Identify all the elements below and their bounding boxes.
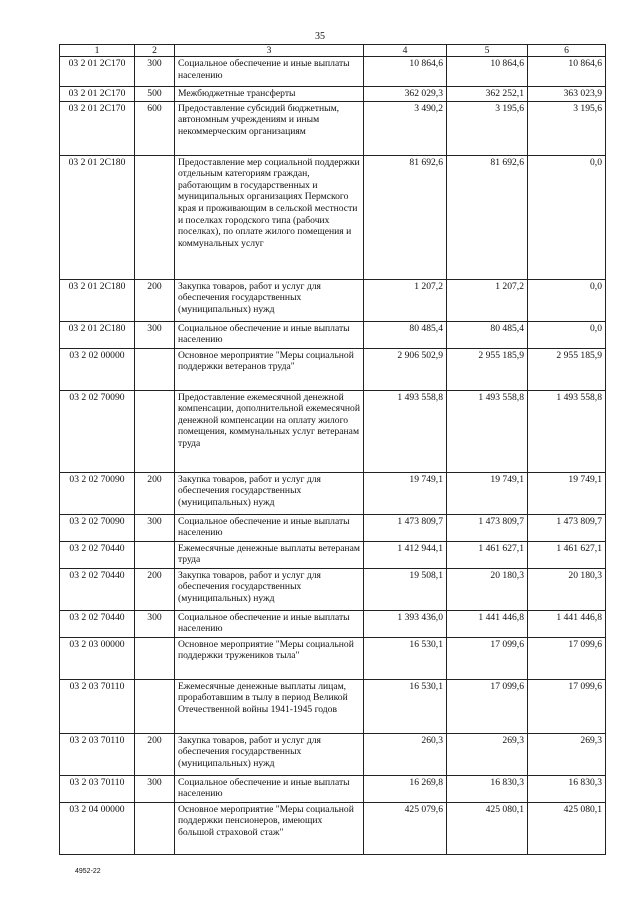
row-value-2-cell: 1 493 558,8 xyxy=(447,390,528,472)
row-code-cell: 03 2 02 70440 xyxy=(60,610,135,637)
row-kvr-cell: 600 xyxy=(135,101,175,155)
row-value-2-cell: 17 099,6 xyxy=(447,679,528,733)
row-value-3-cell: 20 180,3 xyxy=(528,568,606,610)
row-value-1-cell: 19 508,1 xyxy=(364,568,447,610)
row-value-3-cell: 1 493 558,8 xyxy=(528,390,606,472)
row-value-1-cell: 80 485,4 xyxy=(364,321,447,348)
column-header: 3 xyxy=(175,45,364,57)
row-name-cell: Социальное обеспечение и иные выплаты населению xyxy=(175,775,364,802)
row-value-1-cell: 3 490,2 xyxy=(364,101,447,155)
row-value-3-cell: 269,3 xyxy=(528,733,606,775)
row-kvr-cell xyxy=(135,637,175,679)
table-row xyxy=(60,87,606,102)
row-kvr-cell xyxy=(135,541,175,568)
row-value-3-cell: 0,0 xyxy=(528,155,606,279)
row-name-cell: Социальное обеспечение и иные выплаты населению xyxy=(175,610,364,637)
row-code-cell: 03 2 01 2С170 xyxy=(60,101,135,155)
row-code-cell: 03 2 03 70110 xyxy=(60,679,135,733)
row-name-cell: Социальное обеспечение и иные выплаты населению xyxy=(175,321,364,348)
row-value-1-cell: 1 473 809,7 xyxy=(364,514,447,541)
row-value-3-cell: 17 099,6 xyxy=(528,679,606,733)
row-name-cell: Предоставление ежемесячной денежной компенсации, дополнительной ежемесячной денежной компенсации на оплату жилого помещения, коммунальных услуг ветеранам труда xyxy=(175,390,364,472)
row-name-cell: Ежемесячные денежные выплаты ветеранам труда xyxy=(175,541,364,568)
row-code-cell: 03 2 03 70110 xyxy=(60,775,135,802)
row-name-cell: Закупка товаров, работ и услуг для обеспечения государственных (муниципальных) нужд xyxy=(175,472,364,514)
row-value-1-cell: 19 749,1 xyxy=(364,472,447,514)
row-value-2-cell: 2 955 185,9 xyxy=(447,348,528,390)
table-row xyxy=(60,472,606,514)
row-value-3-cell: 3 195,6 xyxy=(528,101,606,155)
row-kvr-cell: 200 xyxy=(135,472,175,514)
row-kvr-cell: 200 xyxy=(135,279,175,321)
row-value-1-cell: 2 906 502,9 xyxy=(364,348,447,390)
table-body xyxy=(60,57,606,855)
row-value-2-cell: 17 099,6 xyxy=(447,637,528,679)
row-code-cell: 03 2 01 2С180 xyxy=(60,155,135,279)
row-value-2-cell: 19 749,1 xyxy=(447,472,528,514)
table-row xyxy=(60,679,606,733)
row-value-1-cell: 260,3 xyxy=(364,733,447,775)
row-kvr-cell xyxy=(135,802,175,854)
row-name-cell: Социальное обеспечение и иные выплаты населению xyxy=(175,514,364,541)
row-kvr-cell: 500 xyxy=(135,87,175,102)
row-kvr-cell: 200 xyxy=(135,733,175,775)
row-name-cell: Основное мероприятие "Меры социальной поддержки пенсионеров, имеющих большой страховой стаж" xyxy=(175,802,364,854)
row-value-3-cell: 16 830,3 xyxy=(528,775,606,802)
row-code-cell: 03 2 02 70090 xyxy=(60,472,135,514)
table-row xyxy=(60,802,606,854)
row-value-2-cell: 81 692,6 xyxy=(447,155,528,279)
row-kvr-cell: 300 xyxy=(135,610,175,637)
table-row xyxy=(60,733,606,775)
row-value-1-cell: 16 530,1 xyxy=(364,679,447,733)
row-name-cell: Закупка товаров, работ и услуг для обеспечения государственных (муниципальных) нужд xyxy=(175,568,364,610)
row-name-cell: Ежемесячные денежные выплаты лицам, проработавшим в тылу в период Великой Отечественной войны 1941-1945 годов xyxy=(175,679,364,733)
table-row xyxy=(60,541,606,568)
row-value-2-cell: 80 485,4 xyxy=(447,321,528,348)
column-header: 4 xyxy=(364,45,447,57)
row-kvr-cell xyxy=(135,155,175,279)
row-code-cell: 03 2 01 2С170 xyxy=(60,87,135,102)
row-kvr-cell: 300 xyxy=(135,321,175,348)
row-value-2-cell: 16 830,3 xyxy=(447,775,528,802)
row-value-3-cell: 1 461 627,1 xyxy=(528,541,606,568)
row-name-cell: Социальное обеспечение и иные выплаты населению xyxy=(175,57,364,87)
row-value-2-cell: 362 252,1 xyxy=(447,87,528,102)
row-kvr-cell xyxy=(135,679,175,733)
row-code-cell: 03 2 03 70110 xyxy=(60,733,135,775)
row-value-1-cell: 1 412 944,1 xyxy=(364,541,447,568)
row-code-cell: 03 2 01 2С180 xyxy=(60,279,135,321)
row-value-1-cell: 16 530,1 xyxy=(364,637,447,679)
row-value-1-cell: 362 029,3 xyxy=(364,87,447,102)
row-value-2-cell: 20 180,3 xyxy=(447,568,528,610)
row-value-3-cell: 425 080,1 xyxy=(528,802,606,854)
row-code-cell: 03 2 01 2С170 xyxy=(60,57,135,87)
row-value-1-cell: 81 692,6 xyxy=(364,155,447,279)
row-name-cell: Основное мероприятие "Меры социальной поддержки тружеников тыла" xyxy=(175,637,364,679)
row-value-2-cell: 1 441 446,8 xyxy=(447,610,528,637)
table-row xyxy=(60,348,606,390)
row-value-1-cell: 1 207,2 xyxy=(364,279,447,321)
row-code-cell: 03 2 02 00000 xyxy=(60,348,135,390)
row-value-1-cell: 1 393 436,0 xyxy=(364,610,447,637)
row-name-cell: Предоставление мер социальной поддержки отдельным категориям граждан, работающим в государственных и муниципальных организациях Пермского края и проживающим в сельской местности и поселках городского типа (рабочих поселках), по оплате жилого помещения и коммунальных услуг xyxy=(175,155,364,279)
row-code-cell: 03 2 02 70440 xyxy=(60,541,135,568)
column-header: 5 xyxy=(447,45,528,57)
row-value-3-cell: 19 749,1 xyxy=(528,472,606,514)
table-row xyxy=(60,155,606,279)
row-value-2-cell: 1 473 809,7 xyxy=(447,514,528,541)
row-value-2-cell: 1 461 627,1 xyxy=(447,541,528,568)
row-value-3-cell: 1 441 446,8 xyxy=(528,610,606,637)
table-row xyxy=(60,279,606,321)
table-row xyxy=(60,775,606,802)
row-value-3-cell: 2 955 185,9 xyxy=(528,348,606,390)
row-code-cell: 03 2 02 70090 xyxy=(60,390,135,472)
row-value-3-cell: 1 473 809,7 xyxy=(528,514,606,541)
row-value-2-cell: 10 864,6 xyxy=(447,57,528,87)
row-code-cell: 03 2 03 00000 xyxy=(60,637,135,679)
page-number: 35 xyxy=(315,31,325,42)
column-header: 1 xyxy=(60,45,135,57)
budget-table xyxy=(59,44,606,855)
table-row xyxy=(60,101,606,155)
table-row xyxy=(60,637,606,679)
row-name-cell: Основное мероприятие "Меры социальной поддержки ветеранов труда" xyxy=(175,348,364,390)
row-value-3-cell: 10 864,6 xyxy=(528,57,606,87)
table-row xyxy=(60,57,606,87)
row-kvr-cell: 300 xyxy=(135,775,175,802)
row-value-1-cell: 425 079,6 xyxy=(364,802,447,854)
row-kvr-cell: 200 xyxy=(135,568,175,610)
table-row xyxy=(60,610,606,637)
row-name-cell: Межбюджетные трансферты xyxy=(175,87,364,102)
row-value-3-cell: 0,0 xyxy=(528,321,606,348)
table-row xyxy=(60,390,606,472)
column-header: 6 xyxy=(528,45,606,57)
row-value-1-cell: 16 269,8 xyxy=(364,775,447,802)
row-value-3-cell: 363 023,9 xyxy=(528,87,606,102)
table-header-row xyxy=(60,45,606,57)
row-name-cell: Закупка товаров, работ и услуг для обеспечения государственных (муниципальных) нужд xyxy=(175,733,364,775)
table-row xyxy=(60,321,606,348)
table-row xyxy=(60,568,606,610)
row-kvr-cell xyxy=(135,390,175,472)
row-code-cell: 03 2 04 00000 xyxy=(60,802,135,854)
table-row xyxy=(60,514,606,541)
row-value-3-cell: 17 099,6 xyxy=(528,637,606,679)
row-value-1-cell: 1 493 558,8 xyxy=(364,390,447,472)
row-name-cell: Предоставление субсидий бюджетным, автономным учреждениям и иным некоммерческим организациям xyxy=(175,101,364,155)
row-kvr-cell: 300 xyxy=(135,57,175,87)
row-value-3-cell: 0,0 xyxy=(528,279,606,321)
row-value-2-cell: 3 195,6 xyxy=(447,101,528,155)
row-name-cell: Закупка товаров, работ и услуг для обеспечения государственных (муниципальных) нужд xyxy=(175,279,364,321)
row-value-2-cell: 1 207,2 xyxy=(447,279,528,321)
row-value-2-cell: 269,3 xyxy=(447,733,528,775)
row-code-cell: 03 2 02 70440 xyxy=(60,568,135,610)
row-value-2-cell: 425 080,1 xyxy=(447,802,528,854)
row-code-cell: 03 2 02 70090 xyxy=(60,514,135,541)
row-kvr-cell xyxy=(135,348,175,390)
row-code-cell: 03 2 01 2С180 xyxy=(60,321,135,348)
column-header: 2 xyxy=(135,45,175,57)
row-value-1-cell: 10 864,6 xyxy=(364,57,447,87)
document-code: 4952-22 xyxy=(75,868,101,875)
row-kvr-cell: 300 xyxy=(135,514,175,541)
